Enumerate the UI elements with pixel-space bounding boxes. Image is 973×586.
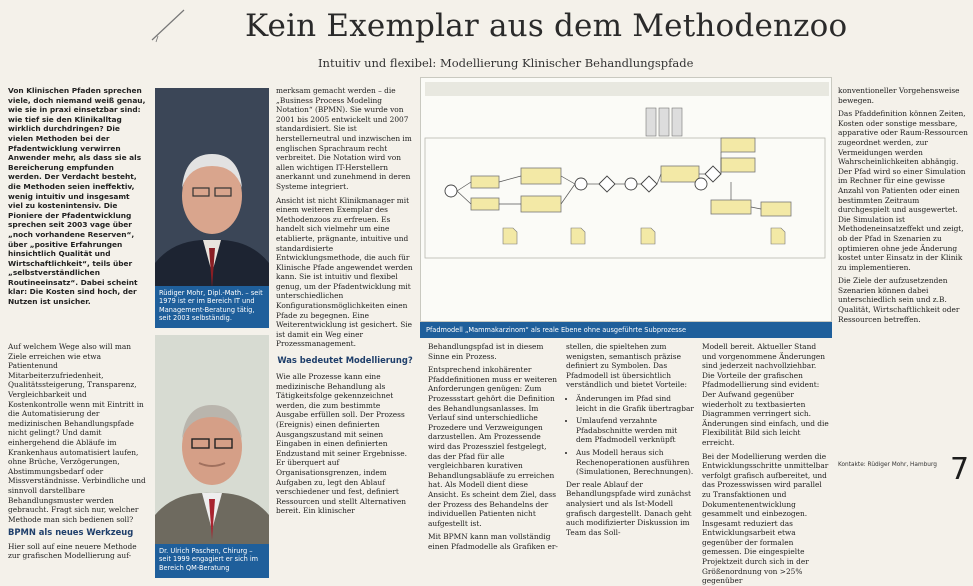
intro-text: Von Klinischen Pfaden sprechen viele, doch niemand weiß genau, wie sie in praxi einsetzbar sind: wie tief sie den Klinikalltag wirklich durchdringen? Die vielen Methoden bei der Pfadentwicklung verwirren Anwender mehr, als dass sie als Bereicherung empfunden werden. Der Verdacht besteht, die Methoden seien ineffektiv, wenig intuitiv und insgesamt viel zu kostenintensiv. Die Pioniere der Pfadentwicklung sprechen seit 2003 vage über „noch vorhandene Reserven“, über „positive Erfahrungen hinsichtlich Qualität und Wirtschaftlichkeit“, teils über „selbstverständlichen Routineeinsatz“. Dabei scheint klar: Die Kosten sind hoch, der Nutzen ist unsicher. [8,86,146,307]
col4-paragraph-1: Behandlungspfad ist in diesem Sinne ein Prozess. [428,342,544,361]
col7-paragraph-1: konventioneller Vorgehensweise bewegen. [838,86,960,105]
col7-paragraph-2: Das Pfaddefinition können Zeiten, Kosten oder sonstige messbare, apparative oder Raum-Ressourcen zugeordnet werden, zur Vermeidungen werden Wahrscheinlichkeiten abhängig. Der Pfad wird so einer Simulation im Rechner für eine gewisse Anzahl von Patienten oder einen bestimmten Zeitraum durchgespielt und ausgewertet. Die Simulation ist Methodeneinsatzeffekt und zeigt, ob der Pfad in Szenarien zu optimieren ohne jede Änderung kostet unter Einsatz in der Klinik zu implementieren. [838,109,968,272]
column-4 [428,342,558,578]
col3-heading: Was bedeutet Modellierung? [277,355,413,366]
photo1-caption: Rüdiger Mohr, Dipl.-Math. – seit 1979 ist er im Bereich IT und Management-Beratung tätig, seit 2003 selbständig. [155,286,269,328]
headline: Kein Exemplar aus dem Methodenzoo [245,8,848,44]
column-5 [566,342,694,578]
portrait-2-icon [155,335,269,578]
pen-stroke-icon [148,6,188,46]
bpmn-flow-icon [421,78,831,321]
column-7 [838,86,968,456]
column-1 [8,342,146,578]
col1-heading: BPMN als neues Werkzeug [8,527,134,538]
col5-paragraph-1: stellen, die spieltehen zum wenigsten, semantisch präzise definiert zu Symbolen. Das Pfadmodell ist übersichtlich verständlich und bietet Vorteile: [566,342,688,390]
photo-ulrich-paschen [155,335,269,578]
col4-paragraph-2: Entsprechend inkohärenter Pfaddefinitionen muss er weiteren Anforderungen genügen: Zum Prozessstart gehört die Definition des Behandlungsanlasses. Im Verlauf sind unterschiedliche Prozedere und Verzweigungen darzustellen. Am Prozessende wird das Prozessziel festgelegt, das der Pfad für alle vergleichbaren kurativen Behandlungsabläufe zu erreichen hat. Als Modell dient diese Ansicht. Es scheint dem Ziel, dass der Prozess des Behandelns der individuellen Patienten nicht aufgestellt ist. [428,365,558,528]
diagram-caption: Pfadmodell „Mammakarzinom“ als reale Ebene ohne ausgeführte Subprozesse [420,322,832,338]
contact-box: Kontakte: Rüdiger Mohr, Hamburg [838,462,937,468]
col1-paragraph-2: Auf welchem Wege also will man Ziele erreichen wie etwa Patientenund Mitarbeiterzufriedenheit, Qualitätssteigerung, Transparenz, Vergleichbarkeit und Kostenkontrolle wenn mit Eintritt in die Automatisierung der medizinischen Behandlungspfade nicht gelingt? Und damit einhergehend die Abläufe im Krankenhaus automatisiert laufen, ohne Brüche, Verzögerungen, Abstimmungsbedarf oder Missverständnisse. Verbindliche und sinnvoll darstellbare Behandlungsmuster werden gebraucht. Fragt sich nur, welcher Methode man sich bedienen soll? [8,342,146,524]
list-item: • Aus Modell heraus sich Rechenoperationen ausführen (Simulationen, Berechnungen). [576,448,694,477]
page-number: 7 [950,452,970,487]
intro-column [8,86,146,326]
list-item: • Umlaufend verzahnte Pfadabschnitte werden mit dem Pfadmodell verknüpft [576,416,694,445]
column-3 [276,86,414,578]
list-item: • Änderungen im Pfad sind leicht in die Grafik übertragbar [576,394,694,413]
col5-bullet-list [566,394,694,477]
col6-paragraph-1: Modell bereit. Aktueller Stand und vorgenommene Änderungen sind jederzeit nachvollziehbar. Die Vorteile der grafischen Pfadmodellierung sind evident: Der Aufwand gegenüber wiederholt zu textbasierten Diagrammen verringert sich. Änderungen sind einfach, und die Flexibilität Bild sich leicht erreicht. [702,342,829,447]
col3-paragraph-1: merksam gemacht werden – die „Business Process Modeling Notation“ (BPMN). Sie wurde von 2001 bis 2005 entwickelt und 2007 standardisiert. Sie ist herstellerneutral und inzwischen im englischen Sprachraum recht verbreitet. Die Notation wird von allen wichtigen IT-Herstellern anerkannt und zunehmend in deren Systeme integriert. [276,86,412,191]
col3-paragraph-2: Ansicht ist nicht Klinikmanager mit einem weiteren Exemplar des Methodenzoos zu erfreuen. Es handelt sich vielmehr um eine etablierte, prägnante, intuitive und standardisierte Entwicklungsmethode, die auch für Klinische Pfade angewendet werden kann. Sie ist intuitiv und flexibel genug, um der Pfadentwicklung mit unterschiedlichen Konfigurationsmöglichkeiten einen Pfade zu begegnen. Eine Weiterentwicklung ist gesichert. Sie ist damit ein Weg einer Prozessmanagement. [276,195,413,349]
subhead: Intuitiv und flexibel: Modellierung Klinischer Behandlungspfade [318,56,694,70]
col4-paragraph-3: Mit BPMN kann man vollständig einen Pfadmodelle als Grafiken er- [428,532,558,551]
photo2-caption: Dr. Ulrich Paschen, Chirurg – seit 1999 engagiert er sich im Bereich QM-Beratung [155,544,269,578]
col6-paragraph-2: Bei der Modellierung werden die Entwicklungsschritte unmittelbar verfolgt grafisch aufbereitet, und das Prozesswissen wird parallel zu Transfaktionen und Dokumentenentwicklung gesammelt und einbezogen. Insgesamt reduziert das Entwicklungsarbeit etwa gegenüber der formalen gemessen. Die eingespielte Projektzeit durch sich in der Größenordnung von >25% gegenüber [702,451,829,586]
col1-paragraph-3: Hier soll auf eine neuere Methode zur grafischen Modellierung auf- [8,541,137,561]
col5-paragraph-2: Der reale Ablauf der Behandlungspfade wird zunächst analysiert und als Ist-Modell grafisch dargestellt. Danach geht auch modifizierter Diskussion im Team das Soll- [566,479,692,537]
col3-paragraph-3: Wie alle Prozesse kann eine medizinische Behandlung als Tätigkeitsfolge gekennzeichnet werden, die zum bestimmte Ausgabe erfüllen soll. Der Prozess (Ereignis) einen definierten Ausgangszustand mit seinen Eingaben in einen definierten Endzustand mit seiner Ergebnisse. Er überquert auf Organisationsgrenzen, indem Aufgaben zu, legt den Ablauf verschiedener und fest, definiert Ressourcen und stellt Alternativen bereit. Ein klinischer [276,372,407,516]
column-6 [702,342,830,586]
col7-paragraph-3: Die Ziele der aufzusetzenden Szenarien können dabei unterschiedlich sein und z.B. Qualität, Wirtschaftlichkeit oder Ressourcen betreffen. [838,276,960,324]
bpmn-diagram [420,77,832,322]
